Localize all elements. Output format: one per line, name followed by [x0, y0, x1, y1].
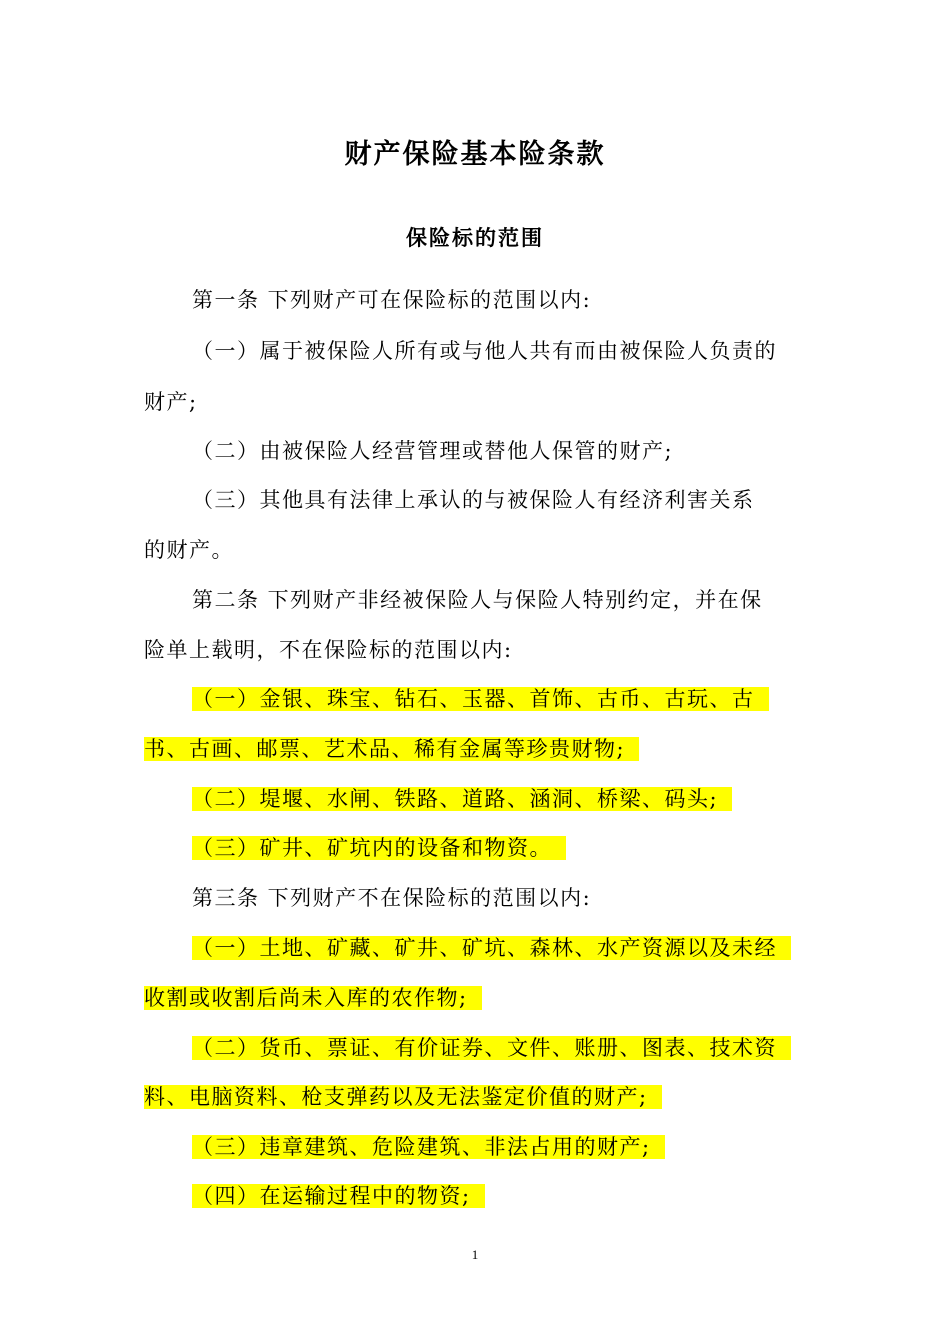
- paragraph-line: 财产;: [144, 390, 198, 414]
- paragraph-line: （一）属于被保险人所有或与他人共有而由被保险人负责的: [192, 339, 777, 363]
- highlighted-line: 料、电脑资料、枪支弹药以及无法鉴定价值的财产;: [144, 1082, 662, 1112]
- highlighted-line: 收割或收割后尚未入库的农作物;: [144, 983, 482, 1013]
- highlighted-line: （二）堤堰、水闸、铁路、道路、涵洞、桥梁、码头;: [192, 784, 732, 814]
- highlighted-line: （一）土地、矿藏、矿井、矿坑、森林、水产资源以及未经: [192, 933, 791, 963]
- page-number: 1: [471, 1247, 479, 1262]
- paragraph-line: 第二条 下列财产非经被保险人与保险人特别约定，并在保: [192, 588, 763, 612]
- paragraph-line: （三）其他具有法律上承认的与被保险人有经济利害关系: [192, 488, 755, 512]
- paragraph-line: 的财产。: [144, 538, 234, 562]
- highlighted-line: （三）矿井、矿坑内的设备和物资。: [192, 833, 566, 863]
- highlighted-line: （四）在运输过程中的物资;: [192, 1181, 485, 1211]
- paragraph-line: 第一条 下列财产可在保险标的范围以内:: [192, 288, 592, 312]
- paragraph-line: （二）由被保险人经营管理或替他人保管的财产;: [192, 439, 674, 463]
- highlighted-line: （三）违章建筑、危险建筑、非法占用的财产;: [192, 1132, 665, 1162]
- highlighted-line: （一）金银、珠宝、钻石、玉器、首饰、古币、古玩、古: [192, 684, 769, 714]
- section-heading: 保险标的范围: [406, 226, 544, 250]
- highlighted-line: （二）货币、票证、有价证券、文件、账册、图表、技术资: [192, 1033, 791, 1063]
- paragraph-line: 险单上载明，不在保险标的范围以内:: [144, 638, 513, 662]
- document-title: 财产保险基本险条款: [344, 139, 606, 170]
- paragraph-line: 第三条 下列财产不在保险标的范围以内:: [192, 886, 592, 910]
- highlighted-line: 书、古画、邮票、艺术品、稀有金属等珍贵财物;: [144, 734, 639, 764]
